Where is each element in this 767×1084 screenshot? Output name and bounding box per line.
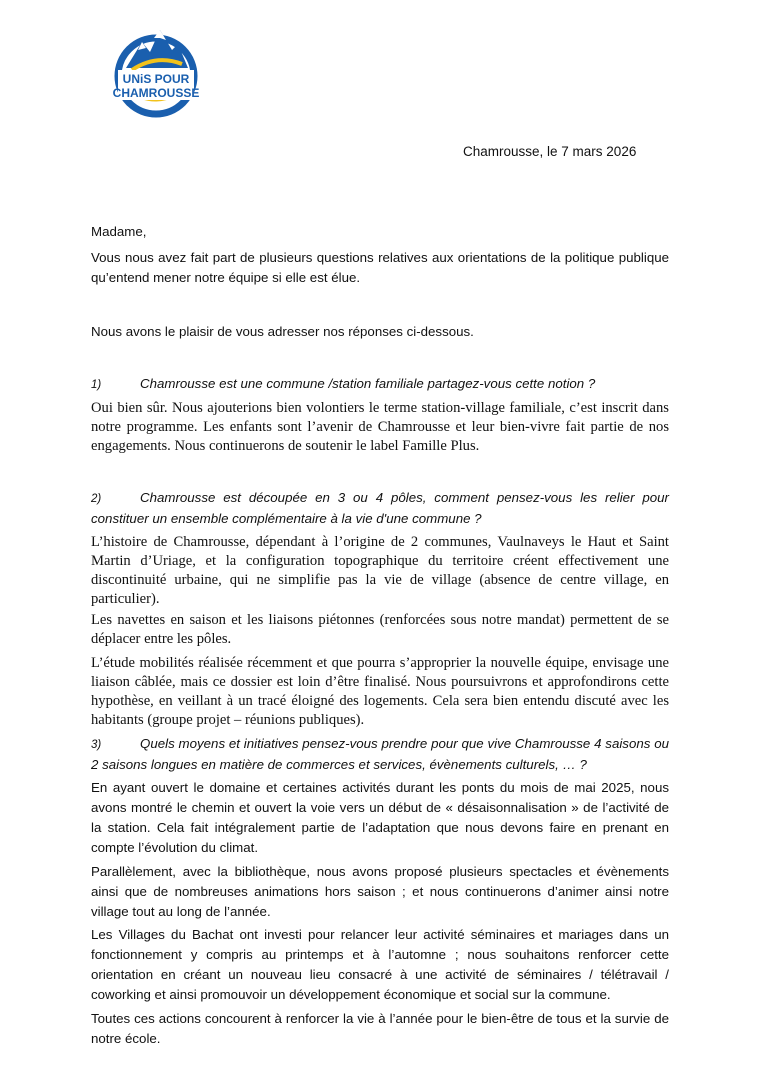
question-text: Chamrousse est une commune /station familiale partagez-vous cette notion ? (140, 376, 596, 391)
intro-paragraph-2: Nous avons le plaisir de vous adresser nos réponses ci-dessous. (91, 324, 474, 339)
svg-text:UNiS POUR: UNiS POUR (122, 72, 190, 86)
question-3 (91, 734, 669, 775)
svg-text:CHAMROUSSE: CHAMROUSSE (112, 86, 200, 100)
question-number: 1) (91, 379, 102, 391)
question-text: Chamrousse est découpée en 3 ou 4 pôles, comment pensez-vous les relier pour constituer un ensemble complémentaire à la vie d'une commune ? (91, 490, 669, 526)
answer-3-paragraph-3: Les Villages du Bachat ont investi pour relancer leur activité séminaires et mariages dans un fonctionnement y compris au printemps et à l’automne ; nous souhaitons renforcer cette orientation en créant un nouveau lieu consacré à une activité de séminaires / télétravail / coworking et ainsi promouvoir un développement économique et social sur la commune. (91, 927, 669, 1002)
answer-2-paragraph-2: Les navettes en saison et les liaisons piétonnes (renforcées sous notre mandat) permettent de se déplacer entre les pôles. (91, 612, 669, 647)
question-1 (91, 374, 669, 395)
answer-2-paragraph-3: L’étude mobilités réalisée récemment et que pourra s’approprier la nouvelle équipe, envisage une liaison câblée, mais ce dossier est loin d’être finalisé. Nous poursuivrons et approfondirons cette hypothèse, en veillant à un tracé éloigné des logements. Cela sera bien entendu discuté avec les habitants (groupe projet – réunions publiques). (91, 655, 669, 728)
answer-3-paragraph-2: Parallèlement, avec la bibliothèque, nous avons proposé plusieurs spectacles et évènements ainsi que de nombreuses animations hors saison ; et nous continuerons d’animer ainsi notre village tout au long de l’année. (91, 864, 669, 919)
question-2 (91, 488, 669, 529)
salutation: Madame, (91, 224, 147, 239)
letter-date: Chamrousse, le 7 mars 2026 (463, 144, 637, 159)
answer-3-paragraph-1: En ayant ouvert le domaine et certaines activités durant les ponts du mois de mai 2025, nous avons montré le chemin et ouvert la voie vers un début de « désaisonnalisation » de l’activité de la station. Cela fait intégralement partie de l’adaptation que nous devons faire en prenant en compte l’évolution du climat. (91, 780, 669, 855)
question-text: Quels moyens et initiatives pensez-vous prendre pour que vive Chamrousse 4 saisons ou 2 saisons longues en matière de commerces et services, évènements culturels, … ? (91, 736, 669, 772)
logo-mountain-icon (112, 24, 200, 120)
answer-3-paragraph-4: Toutes ces actions concourent à renforcer la vie à l’année pour le bien-être de tous et la survie de notre école. (91, 1011, 669, 1046)
question-number: 2) (91, 493, 102, 505)
question-number: 3) (91, 739, 102, 751)
answer-2-paragraph-1: L’histoire de Chamrousse, dépendant à l’origine de 2 communes, Vaulnaveys le Haut et Saint Martin d’Uriage, et la configuration topographique du territoire créent effectivement une discontinuité urbaine, qui ne simplifie pas la vie de village (absence de centre village, en particulier). (91, 534, 669, 607)
intro-paragraph: Vous nous avez fait part de plusieurs questions relatives aux orientations de la politique publique qu’entend mener notre équipe si elle est élue. (91, 250, 669, 285)
campaign-logo (112, 24, 200, 120)
answer-1-paragraph-1: Oui bien sûr. Nous ajouterions bien volontiers le terme station-village familiale, c’est inscrit dans notre programme. Les enfants sont l’avenir de Chamrousse et leur bien-vivre fait partie de nos engagements. Nous continuerons de soutenir le label Famille Plus. (91, 400, 669, 454)
